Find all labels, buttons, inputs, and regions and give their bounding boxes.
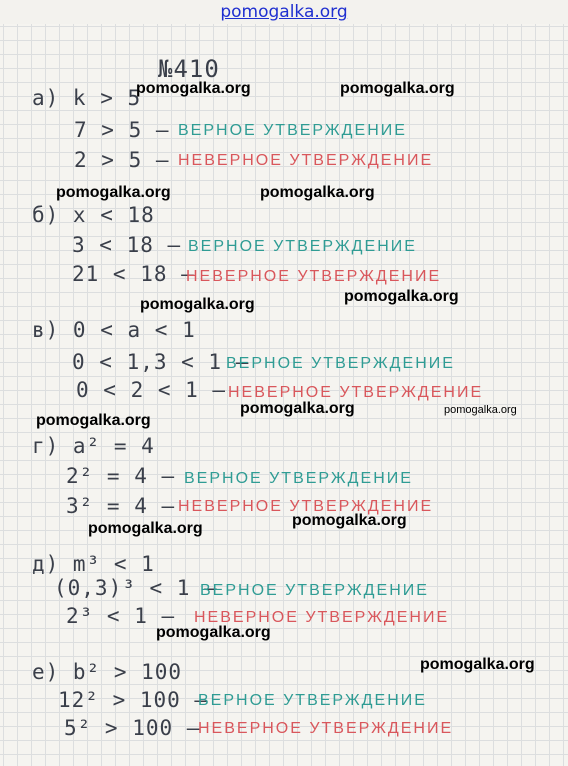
watermark: pomogalka.org — [36, 412, 151, 429]
section-b-verdict-2: НЕВЕРНОЕ УТВЕРЖДЕНИЕ — [186, 268, 442, 285]
section-a-expr-1: 7 > 5 – — [74, 118, 170, 142]
watermark: pomogalka.org — [56, 184, 171, 201]
watermark: pomogalka.org — [420, 656, 535, 673]
section-v-condition: в) 0 < a < 1 — [32, 318, 196, 342]
watermark: pomogalka.org — [260, 184, 375, 201]
section-b-verdict-1: ВЕРНОЕ УТВЕРЖДЕНИЕ — [188, 238, 417, 255]
section-v-expr-1: 0 < 1,3 < 1 – — [72, 350, 250, 374]
watermark: pomogalka.org — [136, 80, 251, 97]
section-e-condition: е) b² > 100 — [32, 660, 183, 684]
section-g-verdict-1: ВЕРНОЕ УТВЕРЖДЕНИЕ — [184, 470, 413, 487]
section-v-expr-2: 0 < 2 < 1 – — [76, 378, 227, 402]
watermark: pomogalka.org — [140, 296, 255, 313]
watermark: pomogalka.org — [88, 520, 203, 537]
section-a-verdict-1: ВЕРНОЕ УТВЕРЖДЕНИЕ — [178, 122, 407, 139]
section-d-expr-1: (0,3)³ < 1 – — [54, 576, 218, 600]
section-a-condition: а) k > 5 — [32, 86, 142, 110]
section-e-verdict-1: ВЕРНОЕ УТВЕРЖДЕНИЕ — [198, 692, 427, 709]
section-v-verdict-1: ВЕРНОЕ УТВЕРЖДЕНИЕ — [226, 355, 455, 372]
section-e-expr-2: 5² > 100 – — [64, 716, 201, 740]
section-a-expr-2: 2 > 5 – — [74, 148, 170, 172]
section-b-expr-1: 3 < 18 – — [72, 233, 182, 257]
watermark: pomogalka.org — [292, 512, 407, 529]
watermark: pomogalka.org — [444, 404, 517, 416]
section-d-verdict-1: ВЕРНОЕ УТВЕРЖДЕНИЕ — [200, 582, 429, 599]
section-e-expr-1: 12² > 100 – — [58, 688, 209, 712]
section-e-verdict-2: НЕВЕРНОЕ УТВЕРЖДЕНИЕ — [198, 720, 454, 737]
section-v-verdict-2: НЕВЕРНОЕ УТВЕРЖДЕНИЕ — [228, 384, 484, 401]
section-g-expr-2: 3² = 4 – — [66, 494, 176, 518]
site-link[interactable]: pomogalka.org — [220, 2, 348, 22]
section-g-verdict-2: НЕВЕРНОЕ УТВЕРЖДЕНИЕ — [178, 498, 434, 515]
watermark: pomogalka.org — [344, 288, 459, 305]
section-b-expr-2: 21 < 18 – — [72, 262, 195, 286]
watermark: pomogalka.org — [240, 400, 355, 417]
section-d-condition: д) m³ < 1 — [32, 552, 155, 576]
problem-number: №410 — [158, 55, 220, 83]
section-d-expr-2: 2³ < 1 – — [66, 604, 176, 628]
watermark: pomogalka.org — [340, 80, 455, 97]
watermark: pomogalka.org — [156, 624, 271, 641]
section-g-condition: г) a² = 4 — [32, 434, 155, 458]
section-d-verdict-2: НЕВЕРНОЕ УТВЕРЖДЕНИЕ — [194, 609, 450, 626]
section-a-verdict-2: НЕВЕРНОЕ УТВЕРЖДЕНИЕ — [178, 152, 434, 169]
section-b-condition: б) x < 18 — [32, 203, 155, 227]
section-g-expr-1: 2² = 4 – — [66, 464, 176, 488]
